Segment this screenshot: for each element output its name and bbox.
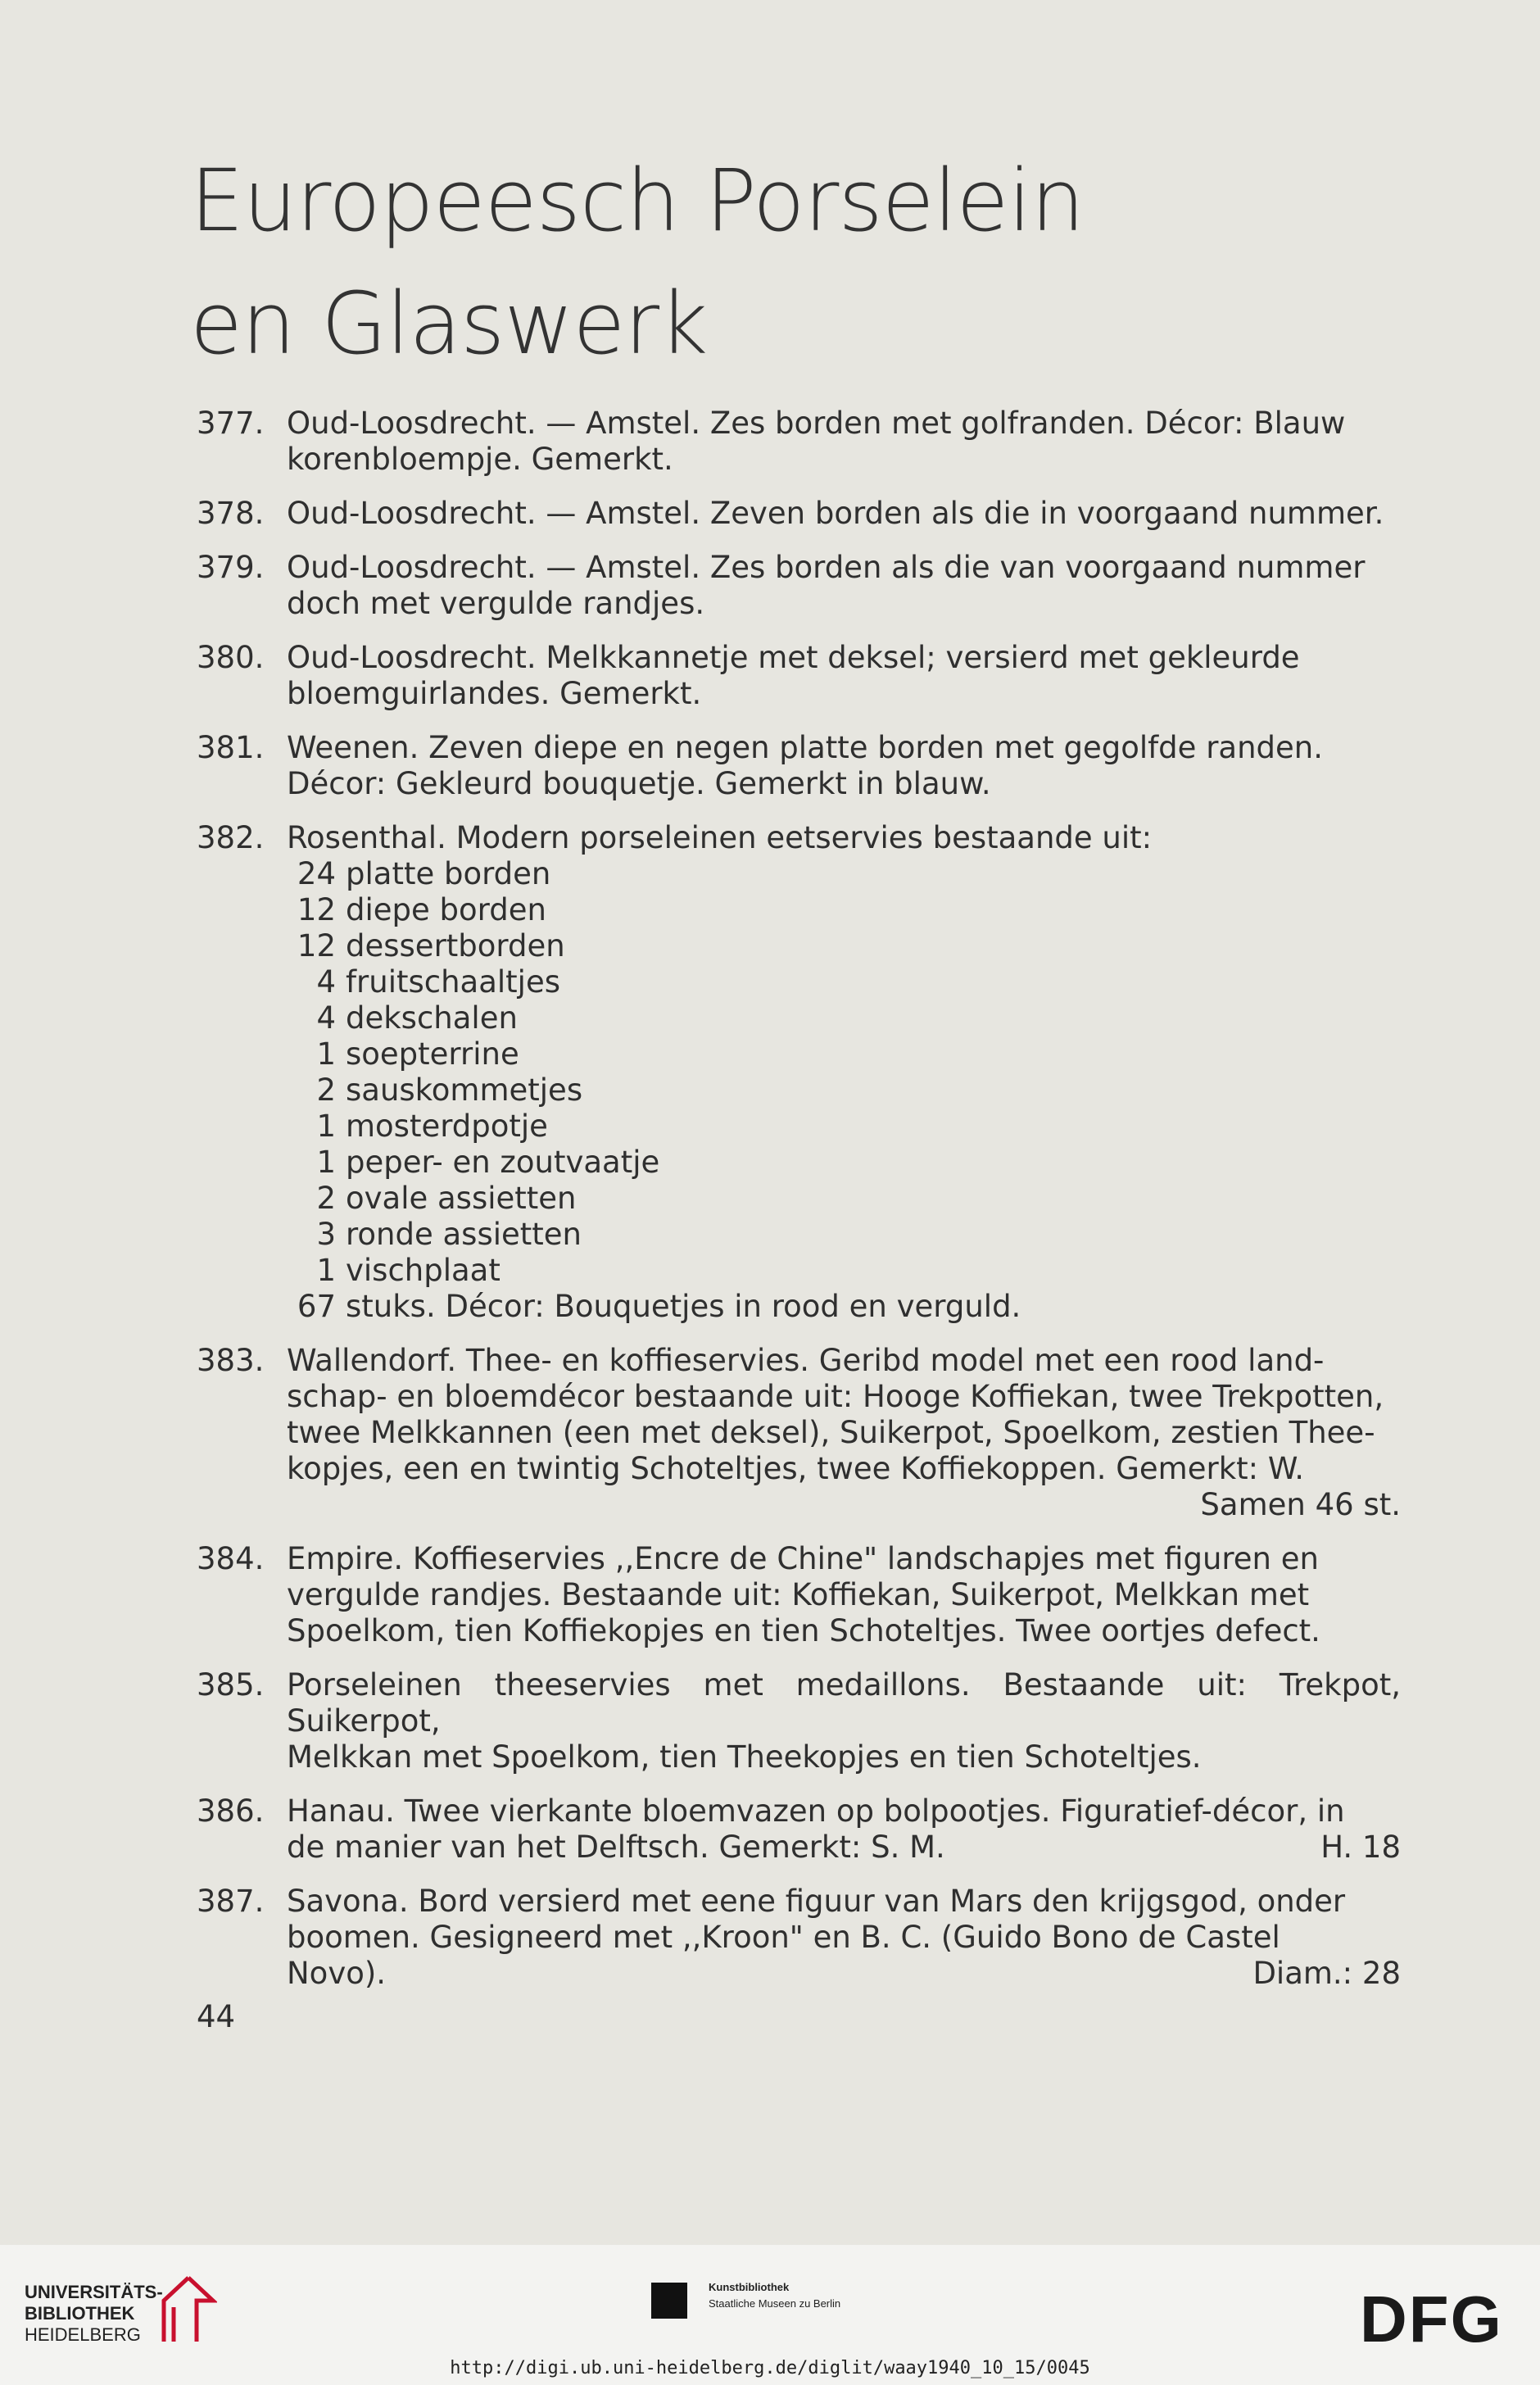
- catalogue-entry: [197, 1793, 1401, 1866]
- item-quantity: 2: [316, 1181, 336, 1216]
- entry-number: 377.: [197, 406, 265, 441]
- list-item: [287, 1109, 1401, 1145]
- item-description: mosterdpotje: [346, 1109, 548, 1144]
- title-line-2: en Glaswerk: [190, 274, 708, 374]
- catalogue-entry: [197, 1541, 1401, 1649]
- catalogue-entry: [197, 640, 1401, 712]
- entry-line: twee Melkkannen (een met deksel), Suikerpot, Spoelkom, zestien Thee-: [287, 1415, 1375, 1450]
- entry-line: korenbloempje. Gemerkt.: [287, 442, 673, 477]
- page-number: 44: [197, 1999, 236, 2034]
- entry-last-line: [287, 1956, 1401, 1992]
- entry-number: 380.: [197, 640, 265, 675]
- entry-text: [287, 496, 1401, 532]
- item-description: ronde assietten: [346, 1217, 582, 1252]
- entry-line: Melkkan met Spoelkom, tien Theekopjes en tien Schoteltjes.: [287, 1739, 1202, 1775]
- item-quantity: 1: [316, 1036, 336, 1072]
- entry-measurement: Diam.: 28: [1252, 1956, 1401, 1991]
- list-item: [287, 856, 1401, 892]
- entry-text: [287, 1667, 1401, 1775]
- catalogue-entry: [197, 1884, 1401, 1992]
- entry-line: Porseleinen theeservies met medaillons. Bestaande uit: Trekpot, Suikerpot,: [287, 1667, 1401, 1739]
- item-description: peper- en zoutvaatje: [346, 1145, 660, 1180]
- catalogue-entry: [197, 730, 1401, 802]
- kb-logo-line-1: Kunstbibliothek: [709, 2281, 790, 2293]
- entry-line: schap- en bloemdécor bestaande uit: Hooge Koffiekan, twee Trekpotten,: [287, 1379, 1384, 1414]
- entry-text: [287, 1884, 1401, 1992]
- item-description: ovale assietten: [346, 1181, 577, 1216]
- entry-text: [287, 640, 1401, 712]
- entry-number: 384.: [197, 1541, 265, 1576]
- item-description: stuks. Décor: Bouquetjes in rood en verguld.: [346, 1289, 1021, 1324]
- entry-total: Samen 46 st.: [1200, 1487, 1401, 1522]
- entry-line: Novo).: [287, 1956, 387, 1991]
- entry-text: [287, 1343, 1401, 1523]
- entry-number: 387.: [197, 1884, 265, 1919]
- item-quantity: 1: [316, 1253, 336, 1288]
- list-item: [287, 1145, 1401, 1181]
- item-quantity: 24: [297, 856, 336, 891]
- list-item: [287, 1181, 1401, 1217]
- catalogue-entry: [197, 1343, 1401, 1523]
- item-quantity: 3: [316, 1217, 336, 1252]
- item-quantity: 67: [297, 1289, 336, 1324]
- ub-logo-line-1: UNIVERSITÄTS-: [25, 2282, 163, 2302]
- list-item: [287, 964, 1401, 1000]
- entry-text: [287, 1541, 1401, 1649]
- item-description: dessertborden: [346, 928, 565, 964]
- item-quantity: 1: [316, 1145, 336, 1180]
- entry-text: [287, 550, 1401, 622]
- catalogue-entry: [197, 820, 1401, 1325]
- item-description: dekschalen: [346, 1000, 518, 1036]
- item-description: vischplaat: [346, 1253, 500, 1288]
- item-description: soepterrine: [346, 1036, 519, 1072]
- catalogue-entry: [197, 1667, 1401, 1775]
- catalogue-entry: [197, 496, 1401, 532]
- ub-heidelberg-logo[interactable]: [25, 2282, 163, 2346]
- catalogue-entries: [197, 406, 1401, 2010]
- list-item: [287, 1289, 1401, 1325]
- kunstbibliothek-square-icon: [651, 2283, 687, 2319]
- list-item: [287, 1000, 1401, 1036]
- list-item: [287, 1217, 1401, 1253]
- catalogue-entry: [197, 406, 1401, 478]
- title-line-1: Europeesch Porselein: [190, 151, 1085, 251]
- entry-number: 382.: [197, 820, 265, 855]
- entry-text: [287, 406, 1401, 478]
- item-description: sauskommetjes: [346, 1072, 583, 1108]
- entry-number: 383.: [197, 1343, 265, 1378]
- list-item: [287, 1253, 1401, 1289]
- page-title: [190, 139, 1084, 385]
- item-list: [287, 856, 1401, 1325]
- item-description: platte borden: [346, 856, 551, 891]
- entry-line: Spoelkom, tien Koffiekopjes en tien Schoteltjes. Twee oortjes defect.: [287, 1613, 1320, 1648]
- entry-number: 379.: [197, 550, 265, 585]
- entry-line: de manier van het Delftsch. Gemerkt: S. M.: [287, 1830, 945, 1865]
- item-quantity: 4: [316, 964, 336, 1000]
- entry-text: [287, 730, 1401, 802]
- entry-measurement: H. 18: [1320, 1830, 1401, 1865]
- entry-line: Oud-Loosdrecht. — Amstel. Zes borden als die van voorgaand nummer: [287, 550, 1366, 585]
- item-quantity: 4: [316, 1000, 336, 1036]
- dfg-logo[interactable]: DFG: [1360, 2283, 1503, 2356]
- entry-line: Décor: Gekleurd bouquetje. Gemerkt in blauw.: [287, 766, 991, 801]
- entry-line: Oud-Loosdrecht. — Amstel. Zes borden met golfranden. Décor: Blauw: [287, 406, 1346, 441]
- entry-line: Wallendorf. Thee- en koffieservies. Geribd model met een rood land-: [287, 1343, 1325, 1378]
- entry-line: Savona. Bord versierd met eene figuur van Mars den krijgsgod, onder: [287, 1884, 1346, 1919]
- entry-line: Oud-Loosdrecht. — Amstel. Zeven borden als die in voorgaand nummer.: [287, 496, 1384, 531]
- permalink-url[interactable]: http://digi.ub.uni-heidelberg.de/diglit/waay1940_10_15/0045: [450, 2358, 1090, 2378]
- entry-line: kopjes, een en twintig Schoteltjes, twee Koffiekoppen. Gemerkt: W.: [287, 1451, 1304, 1486]
- entry-line: Weenen. Zeven diepe en negen platte borden met gegolfde randen.: [287, 730, 1323, 765]
- item-quantity: 12: [297, 928, 336, 964]
- catalogue-entry: [197, 550, 1401, 622]
- entry-number: 386.: [197, 1793, 265, 1829]
- entry-line: Empire. Koffieservies ,,Encre de Chine" landschapjes met figuren en: [287, 1541, 1319, 1576]
- entry-line: doch met vergulde randjes.: [287, 586, 705, 621]
- ub-logo-line-2: BIBLIOTHEK: [25, 2303, 135, 2324]
- entry-number: 378.: [197, 496, 265, 531]
- kb-logo-line-2: Staatliche Museen zu Berlin: [709, 2297, 841, 2310]
- item-description: diepe borden: [346, 892, 546, 927]
- item-quantity: 12: [297, 892, 336, 927]
- entry-last-line: [287, 1830, 1401, 1866]
- list-item: [287, 892, 1401, 928]
- footer-bar: [0, 2245, 1540, 2385]
- ub-logo-line-3: HEIDELBERG: [25, 2324, 141, 2345]
- entry-line: bloemguirlandes. Gemerkt.: [287, 676, 702, 711]
- entry-line: Hanau. Twee vierkante bloemvazen op bolpootjes. Figuratief-décor, in: [287, 1793, 1345, 1829]
- item-quantity: 2: [316, 1072, 336, 1108]
- list-item: [287, 1072, 1401, 1109]
- list-item: [287, 1036, 1401, 1072]
- entry-text: [287, 1793, 1401, 1866]
- entry-line: vergulde randjes. Bestaande uit: Koffiekan, Suikerpot, Melkkan met: [287, 1577, 1310, 1612]
- ub-logo-mark-icon: [156, 2276, 217, 2346]
- entry-intro: Rosenthal. Modern porseleinen eetservies bestaande uit:: [287, 820, 1153, 855]
- entry-line: Oud-Loosdrecht. Melkkannetje met deksel; versierd met gekleurde: [287, 640, 1300, 675]
- entry-text: [287, 820, 1401, 1325]
- entry-line: boomen. Gesigneerd met ,,Kroon" en B. C. (Guido Bono de Castel: [287, 1920, 1280, 1955]
- entry-number: 381.: [197, 730, 265, 765]
- list-item: [287, 928, 1401, 964]
- item-description: fruitschaaltjes: [346, 964, 560, 1000]
- entry-number: 385.: [197, 1667, 265, 1703]
- item-quantity: 1: [316, 1109, 336, 1144]
